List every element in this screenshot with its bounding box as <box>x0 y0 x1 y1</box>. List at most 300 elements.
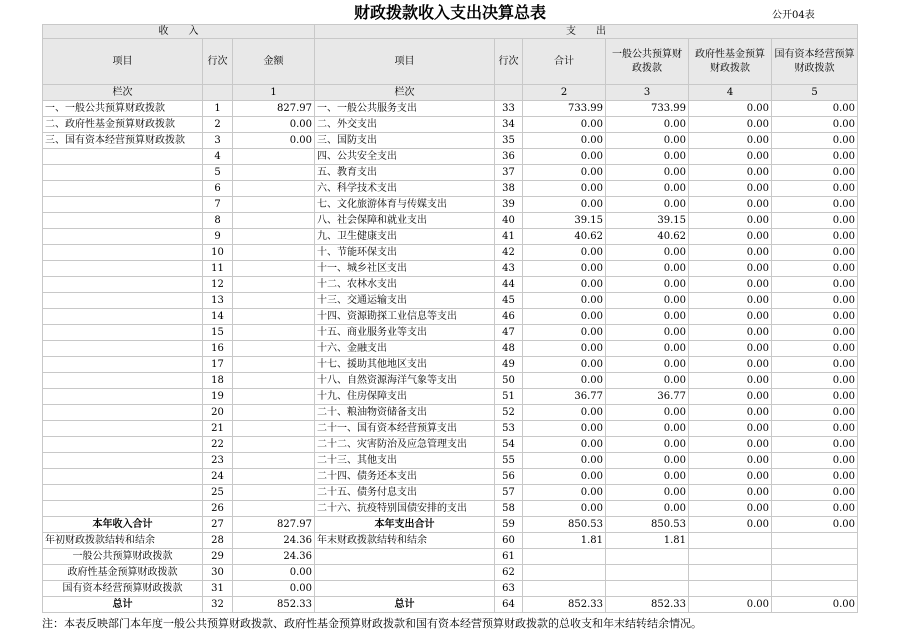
expense-item: 十二、农林水支出 <box>315 277 495 293</box>
table-row <box>43 325 858 341</box>
income-item <box>43 373 203 389</box>
state-capital-value: 0.00 <box>772 149 858 165</box>
state-capital-value: 0.00 <box>772 389 858 405</box>
col-index-4: 4 <box>689 85 772 101</box>
expense-total-general: 850.53 <box>606 517 689 533</box>
income-amount <box>233 421 315 437</box>
col-label-income: 栏次 <box>43 85 203 101</box>
general-budget-value: 733.99 <box>606 101 689 117</box>
row-number: 61 <box>495 549 523 565</box>
income-amount <box>233 229 315 245</box>
row-number: 19 <box>203 389 233 405</box>
budget-summary-table <box>42 24 858 613</box>
gov-fund-value: 0.00 <box>689 149 772 165</box>
state-capital-value: 0.00 <box>772 261 858 277</box>
income-amount: 0.00 <box>233 133 315 149</box>
general-budget-value: 39.15 <box>606 213 689 229</box>
income-amount-header: 金额 <box>233 39 315 85</box>
general-budget-value: 0.00 <box>606 357 689 373</box>
income-item <box>43 501 203 517</box>
gov-fund-header: 政府性基金预算财政拨款 <box>689 39 772 85</box>
state-capital-value: 0.00 <box>772 437 858 453</box>
sub-carryover-row <box>43 549 858 565</box>
income-item <box>43 165 203 181</box>
income-item <box>43 437 203 453</box>
table-row <box>43 165 858 181</box>
row-number: 36 <box>495 149 523 165</box>
general-budget-value: 0.00 <box>606 165 689 181</box>
expense-item-header: 项目 <box>315 39 495 85</box>
general-budget-value: 0.00 <box>606 341 689 357</box>
income-item <box>43 229 203 245</box>
begin-carryover-amount: 24.36 <box>233 533 315 549</box>
sub2-amount: 0.00 <box>233 565 315 581</box>
state-capital-value: 0.00 <box>772 325 858 341</box>
expense-total: 0.00 <box>523 373 606 389</box>
income-amount <box>233 325 315 341</box>
gov-fund-value: 0.00 <box>689 389 772 405</box>
footnote: 注：本表反映部门本年度一般公共预算财政拨款、政府性基金预算财政拨款和国有资本经营预算财政拨款的总收支和年末结转结余情况。 <box>42 617 702 630</box>
expense-item: 七、文化旅游体育与传媒支出 <box>315 197 495 213</box>
row-number: 51 <box>495 389 523 405</box>
income-item <box>43 213 203 229</box>
expense-item: 一、一般公共服务支出 <box>315 101 495 117</box>
table-row <box>43 133 858 149</box>
table-row <box>43 501 858 517</box>
row-number: 54 <box>495 437 523 453</box>
empty-cell <box>315 565 495 581</box>
table-row <box>43 149 858 165</box>
expense-total: 0.00 <box>523 149 606 165</box>
income-total-amount: 827.97 <box>233 517 315 533</box>
gov-fund-value: 0.00 <box>689 341 772 357</box>
sub3-label: 国有资本经营预算财政拨款 <box>43 581 203 597</box>
gov-fund-value: 0.00 <box>689 117 772 133</box>
table-row <box>43 293 858 309</box>
row-number: 52 <box>495 405 523 421</box>
row-number: 2 <box>203 117 233 133</box>
gov-fund-value: 0.00 <box>689 197 772 213</box>
table-row <box>43 421 858 437</box>
column-header-row <box>43 39 858 85</box>
general-budget-header: 一般公共预算财政拨款 <box>606 39 689 85</box>
expense-item: 十四、资源勘探工业信息等支出 <box>315 309 495 325</box>
state-capital-value: 0.00 <box>772 213 858 229</box>
col-label-expense: 栏次 <box>315 85 495 101</box>
gov-fund-value: 0.00 <box>689 277 772 293</box>
expense-total: 0.00 <box>523 245 606 261</box>
gov-fund-value: 0.00 <box>689 469 772 485</box>
general-budget-value: 0.00 <box>606 277 689 293</box>
expense-total: 40.62 <box>523 229 606 245</box>
general-budget-value: 0.00 <box>606 293 689 309</box>
row-number: 42 <box>495 245 523 261</box>
general-budget-value: 0.00 <box>606 309 689 325</box>
expense-item: 二十二、灾害防治及应急管理支出 <box>315 437 495 453</box>
general-budget-value: 0.00 <box>606 261 689 277</box>
income-amount: 827.97 <box>233 101 315 117</box>
income-item: 一、一般公共预算财政拨款 <box>43 101 203 117</box>
income-item <box>43 341 203 357</box>
sub1-label: 一般公共预算财政拨款 <box>43 549 203 565</box>
income-amount <box>233 357 315 373</box>
row-number: 26 <box>203 501 233 517</box>
income-amount <box>233 293 315 309</box>
general-budget-value: 0.00 <box>606 501 689 517</box>
empty-cell <box>772 533 858 549</box>
general-budget-value: 0.00 <box>606 325 689 341</box>
row-number: 32 <box>203 597 233 613</box>
income-amount <box>233 149 315 165</box>
income-item <box>43 485 203 501</box>
income-amount <box>233 213 315 229</box>
state-capital-value: 0.00 <box>772 341 858 357</box>
row-number: 18 <box>203 373 233 389</box>
income-item: 二、政府性基金预算财政拨款 <box>43 117 203 133</box>
table-row <box>43 357 858 373</box>
row-number: 34 <box>495 117 523 133</box>
report-title: 财政拨款收入支出决算总表 <box>353 3 546 22</box>
grand-total-fund: 0.00 <box>689 597 772 613</box>
empty-cell <box>523 565 606 581</box>
expense-total: 0.00 <box>523 165 606 181</box>
expense-total-fund: 0.00 <box>689 517 772 533</box>
general-budget-value: 0.00 <box>606 245 689 261</box>
general-budget-value: 0.00 <box>606 133 689 149</box>
table-row <box>43 101 858 117</box>
table-row <box>43 117 858 133</box>
expense-total: 733.99 <box>523 101 606 117</box>
income-amount <box>233 341 315 357</box>
general-budget-value: 0.00 <box>606 469 689 485</box>
expense-item: 二十五、债务付息支出 <box>315 485 495 501</box>
row-number: 58 <box>495 501 523 517</box>
row-number: 31 <box>203 581 233 597</box>
group-header-row <box>43 25 858 39</box>
state-capital-value: 0.00 <box>772 181 858 197</box>
income-item <box>43 325 203 341</box>
row-number: 38 <box>495 181 523 197</box>
income-item <box>43 277 203 293</box>
general-budget-value: 0.00 <box>606 197 689 213</box>
general-budget-value: 0.00 <box>606 149 689 165</box>
expense-item: 十九、住房保障支出 <box>315 389 495 405</box>
table-row <box>43 261 858 277</box>
general-budget-value: 0.00 <box>606 373 689 389</box>
expense-total: 0.00 <box>523 341 606 357</box>
row-number: 5 <box>203 165 233 181</box>
gov-fund-value: 0.00 <box>689 101 772 117</box>
gov-fund-value: 0.00 <box>689 421 772 437</box>
gov-fund-value: 0.00 <box>689 261 772 277</box>
expense-total: 0.00 <box>523 261 606 277</box>
grand-total-income-amount: 852.33 <box>233 597 315 613</box>
state-capital-value: 0.00 <box>772 133 858 149</box>
expense-group-header: 支 出 <box>315 25 858 39</box>
income-amount <box>233 469 315 485</box>
expense-total: 0.00 <box>523 501 606 517</box>
row-number: 53 <box>495 421 523 437</box>
table-row <box>43 485 858 501</box>
table-row <box>43 213 858 229</box>
income-amount <box>233 437 315 453</box>
expense-total: 36.77 <box>523 389 606 405</box>
grand-total-row <box>43 597 858 613</box>
table-row <box>43 277 858 293</box>
gov-fund-value: 0.00 <box>689 437 772 453</box>
row-number: 1 <box>203 101 233 117</box>
table-row <box>43 341 858 357</box>
income-item <box>43 469 203 485</box>
income-item: 三、国有资本经营预算财政拨款 <box>43 133 203 149</box>
state-capital-value: 0.00 <box>772 501 858 517</box>
empty-cell <box>606 549 689 565</box>
grand-total-value: 852.33 <box>523 597 606 613</box>
table-row <box>43 197 858 213</box>
expense-total: 0.00 <box>523 133 606 149</box>
expense-total: 0.00 <box>523 293 606 309</box>
grand-total-capital: 0.00 <box>772 597 858 613</box>
row-number: 11 <box>203 261 233 277</box>
row-number: 49 <box>495 357 523 373</box>
income-item-header: 项目 <box>43 39 203 85</box>
empty-cell <box>315 581 495 597</box>
income-row-no-header: 行次 <box>203 39 233 85</box>
gov-fund-value: 0.00 <box>689 181 772 197</box>
expense-item: 二十四、债务还本支出 <box>315 469 495 485</box>
income-item <box>43 261 203 277</box>
income-amount <box>233 485 315 501</box>
state-capital-value: 0.00 <box>772 245 858 261</box>
expense-item: 八、社会保障和就业支出 <box>315 213 495 229</box>
state-capital-value: 0.00 <box>772 309 858 325</box>
expense-item: 五、教育支出 <box>315 165 495 181</box>
carryover-row <box>43 533 858 549</box>
expense-total: 0.00 <box>523 117 606 133</box>
gov-fund-value: 0.00 <box>689 501 772 517</box>
income-amount <box>233 373 315 389</box>
row-number: 35 <box>495 133 523 149</box>
income-amount <box>233 501 315 517</box>
row-number: 24 <box>203 469 233 485</box>
expense-row-no-header: 行次 <box>495 39 523 85</box>
row-number: 48 <box>495 341 523 357</box>
income-total-label: 本年收入合计 <box>43 517 203 533</box>
table-row <box>43 309 858 325</box>
row-number: 44 <box>495 277 523 293</box>
state-capital-value: 0.00 <box>772 101 858 117</box>
table-row <box>43 405 858 421</box>
gov-fund-value: 0.00 <box>689 229 772 245</box>
expense-item: 二十三、其他支出 <box>315 453 495 469</box>
row-number: 30 <box>203 565 233 581</box>
gov-fund-value: 0.00 <box>689 453 772 469</box>
general-budget-value: 0.00 <box>606 453 689 469</box>
income-amount <box>233 245 315 261</box>
table-row <box>43 389 858 405</box>
income-amount <box>233 309 315 325</box>
sub1-amount: 24.36 <box>233 549 315 565</box>
row-number: 37 <box>495 165 523 181</box>
income-item <box>43 357 203 373</box>
expense-total: 0.00 <box>523 357 606 373</box>
expense-total: 0.00 <box>523 197 606 213</box>
gov-fund-value: 0.00 <box>689 405 772 421</box>
general-budget-value: 40.62 <box>606 229 689 245</box>
row-number: 45 <box>495 293 523 309</box>
col-index-5: 5 <box>772 85 858 101</box>
expense-item: 十一、城乡社区支出 <box>315 261 495 277</box>
row-number: 33 <box>495 101 523 117</box>
expense-item: 十六、金融支出 <box>315 341 495 357</box>
row-number: 6 <box>203 181 233 197</box>
table-row <box>43 229 858 245</box>
row-number: 14 <box>203 309 233 325</box>
general-budget-value: 0.00 <box>606 437 689 453</box>
state-capital-value: 0.00 <box>772 453 858 469</box>
row-number: 3 <box>203 133 233 149</box>
row-number: 12 <box>203 277 233 293</box>
expense-total: 0.00 <box>523 277 606 293</box>
income-amount <box>233 405 315 421</box>
income-group-header: 收 入 <box>43 25 315 39</box>
row-number: 64 <box>495 597 523 613</box>
end-carryover-general: 1.81 <box>606 533 689 549</box>
state-capital-value: 0.00 <box>772 165 858 181</box>
expense-item: 二十六、抗疫特别国债安排的支出 <box>315 501 495 517</box>
row-number: 57 <box>495 485 523 501</box>
expense-item: 十七、援助其他地区支出 <box>315 357 495 373</box>
expense-total: 0.00 <box>523 421 606 437</box>
grand-total-income-label: 总计 <box>43 597 203 613</box>
end-carryover-label: 年末财政拨款结转和结余 <box>315 533 495 549</box>
gov-fund-value: 0.00 <box>689 133 772 149</box>
expense-item: 二、外交支出 <box>315 117 495 133</box>
state-capital-header: 国有资本经营预算财政拨款 <box>772 39 858 85</box>
row-number: 41 <box>495 229 523 245</box>
income-item <box>43 245 203 261</box>
row-number: 59 <box>495 517 523 533</box>
general-budget-value: 0.00 <box>606 181 689 197</box>
row-number: 20 <box>203 405 233 421</box>
state-capital-value: 0.00 <box>772 357 858 373</box>
income-item <box>43 421 203 437</box>
expense-total-capital: 0.00 <box>772 517 858 533</box>
row-number: 15 <box>203 325 233 341</box>
income-amount <box>233 261 315 277</box>
general-budget-value: 36.77 <box>606 389 689 405</box>
income-item <box>43 181 203 197</box>
row-number: 46 <box>495 309 523 325</box>
col-index-2: 2 <box>523 85 606 101</box>
empty-cell <box>772 565 858 581</box>
row-number: 8 <box>203 213 233 229</box>
row-number: 47 <box>495 325 523 341</box>
gov-fund-value: 0.00 <box>689 165 772 181</box>
empty-cell <box>689 565 772 581</box>
row-number: 40 <box>495 213 523 229</box>
row-number: 60 <box>495 533 523 549</box>
expense-total: 0.00 <box>523 485 606 501</box>
sub-carryover-row <box>43 565 858 581</box>
gov-fund-value: 0.00 <box>689 245 772 261</box>
row-number: 50 <box>495 373 523 389</box>
sub-carryover-row <box>43 581 858 597</box>
gov-fund-value: 0.00 <box>689 213 772 229</box>
general-budget-value: 0.00 <box>606 117 689 133</box>
state-capital-value: 0.00 <box>772 421 858 437</box>
expense-total-header: 合计 <box>523 39 606 85</box>
expense-item: 十五、商业服务业等支出 <box>315 325 495 341</box>
empty-cell <box>689 581 772 597</box>
state-capital-value: 0.00 <box>772 277 858 293</box>
table-row <box>43 181 858 197</box>
table-row <box>43 437 858 453</box>
income-amount: 0.00 <box>233 117 315 133</box>
income-item <box>43 293 203 309</box>
gov-fund-value: 0.00 <box>689 373 772 389</box>
table-row <box>43 453 858 469</box>
grand-total-expense-label: 总计 <box>315 597 495 613</box>
sub3-amount: 0.00 <box>233 581 315 597</box>
expense-total: 39.15 <box>523 213 606 229</box>
income-amount <box>233 165 315 181</box>
row-number: 29 <box>203 549 233 565</box>
empty-cell <box>772 581 858 597</box>
empty-cell <box>523 549 606 565</box>
begin-carryover-label: 年初财政拨款结转和结余 <box>43 533 203 549</box>
income-item <box>43 405 203 421</box>
state-capital-value: 0.00 <box>772 469 858 485</box>
empty-cell <box>772 549 858 565</box>
col-index-empty <box>495 85 523 101</box>
row-number: 27 <box>203 517 233 533</box>
general-budget-value: 0.00 <box>606 421 689 437</box>
row-number: 13 <box>203 293 233 309</box>
end-carryover-total: 1.81 <box>523 533 606 549</box>
col-index-3: 3 <box>606 85 689 101</box>
expense-item: 九、卫生健康支出 <box>315 229 495 245</box>
table-row <box>43 373 858 389</box>
row-number: 25 <box>203 485 233 501</box>
gov-fund-value: 0.00 <box>689 357 772 373</box>
state-capital-value: 0.00 <box>772 485 858 501</box>
income-item <box>43 309 203 325</box>
gov-fund-value: 0.00 <box>689 293 772 309</box>
col-index-empty <box>203 85 233 101</box>
expense-total: 0.00 <box>523 309 606 325</box>
expense-item: 六、科学技术支出 <box>315 181 495 197</box>
income-amount <box>233 453 315 469</box>
income-amount <box>233 277 315 293</box>
row-number: 28 <box>203 533 233 549</box>
expense-total: 0.00 <box>523 325 606 341</box>
row-number: 39 <box>495 197 523 213</box>
row-number: 55 <box>495 453 523 469</box>
row-number: 22 <box>203 437 233 453</box>
income-total-row <box>43 517 858 533</box>
state-capital-value: 0.00 <box>772 197 858 213</box>
expense-item: 四、公共安全支出 <box>315 149 495 165</box>
gov-fund-value: 0.00 <box>689 309 772 325</box>
table-row <box>43 469 858 485</box>
gov-fund-value: 0.00 <box>689 485 772 501</box>
row-number: 17 <box>203 357 233 373</box>
state-capital-value: 0.00 <box>772 229 858 245</box>
state-capital-value: 0.00 <box>772 117 858 133</box>
income-amount <box>233 389 315 405</box>
expense-item: 二十一、国有资本经营预算支出 <box>315 421 495 437</box>
